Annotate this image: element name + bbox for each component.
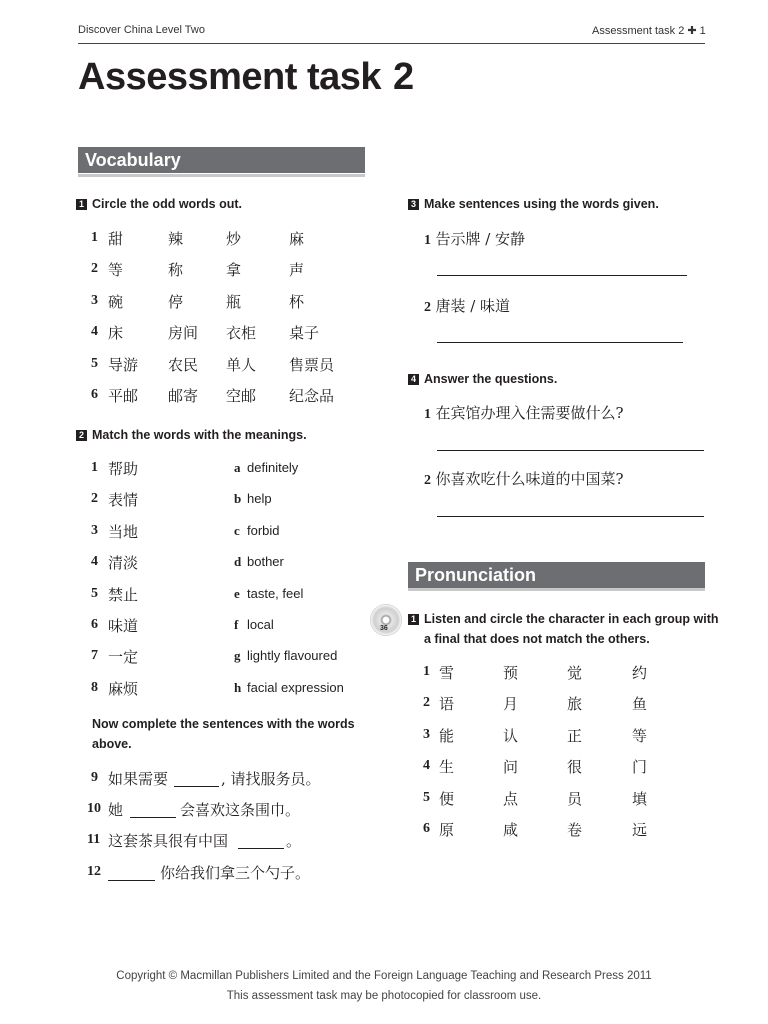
q1-word: 杯 bbox=[289, 292, 305, 311]
q2-chinese-word: 一定 bbox=[108, 648, 139, 667]
audio-track-number: 36 bbox=[380, 625, 388, 632]
q2-letter: f bbox=[234, 617, 239, 632]
q2-letter: b bbox=[234, 491, 242, 507]
header-rule bbox=[78, 43, 705, 44]
q1-word: 房间 bbox=[168, 324, 199, 343]
page-title bbox=[78, 56, 414, 99]
pronunciation-row-number: 4 bbox=[423, 758, 430, 774]
pronunciation-character: 远 bbox=[632, 821, 648, 839]
q1-word: 麻 bbox=[289, 230, 305, 248]
pronunciation-character: 鱼 bbox=[632, 695, 648, 714]
q1-word: 停 bbox=[168, 292, 184, 311]
q1-word: 空邮 bbox=[226, 387, 257, 405]
q1-row-number: 3 bbox=[91, 292, 98, 308]
q1-row-number: 2 bbox=[91, 261, 98, 277]
q2-letter: h bbox=[234, 679, 242, 695]
q3-instruction bbox=[408, 197, 659, 211]
q2-row-number: 3 bbox=[91, 522, 98, 538]
sentence-end: 。 bbox=[286, 832, 302, 850]
q3-item-text: 唐装 / 味道 bbox=[435, 297, 511, 315]
q3-instruction-text: Make sentences using the words given. bbox=[424, 197, 659, 211]
pronunciation-character: 约 bbox=[632, 664, 648, 682]
q2-chinese-word: 帮助 bbox=[108, 460, 139, 478]
vocabulary-heading-underline bbox=[78, 174, 365, 177]
pronunciation-character: 等 bbox=[632, 726, 648, 745]
copyright-notice: Copyright © Macmillan Publishers Limited and the Foreign Language Teaching and Research Press 2011 bbox=[116, 970, 652, 982]
q3-answer-line-2[interactable] bbox=[437, 342, 683, 343]
q2-row-number: 8 bbox=[91, 679, 98, 695]
q2-meaning: facial expression bbox=[247, 679, 344, 695]
q2-meaning: bother bbox=[247, 554, 284, 570]
q3-answer-line-1[interactable] bbox=[437, 275, 687, 276]
q1-row-number: 4 bbox=[91, 324, 98, 340]
sentence-blank[interactable] bbox=[130, 817, 176, 818]
q3-item-2 bbox=[424, 295, 510, 316]
q2-letter: c bbox=[234, 522, 240, 538]
q4-item-text: 在宾馆办理入住需要做什么? bbox=[435, 404, 624, 422]
sentence-start: 如果需要 bbox=[108, 770, 169, 788]
q4-item-number: 1 bbox=[424, 407, 431, 422]
q1-word: 售票员 bbox=[289, 355, 335, 374]
q3-item-1 bbox=[424, 228, 525, 249]
q1-word: 床 bbox=[108, 324, 124, 343]
q2-chinese-word: 麻烦 bbox=[108, 679, 139, 698]
pronunciation-character: 雪 bbox=[439, 664, 455, 682]
pronunciation-row-number: 1 bbox=[423, 664, 430, 679]
vocabulary-heading: Vocabulary bbox=[78, 147, 365, 173]
q2-chinese-word: 清淡 bbox=[108, 554, 139, 573]
q1-row-number: 1 bbox=[91, 230, 98, 245]
q4-item-1 bbox=[424, 402, 624, 423]
q2-row-number: 5 bbox=[91, 585, 98, 601]
q2-meaning: help bbox=[247, 491, 272, 507]
running-header-task-label: Assessment task 2 bbox=[592, 25, 685, 37]
pronunciation-character: 原 bbox=[439, 821, 455, 839]
q1-row-number: 5 bbox=[91, 355, 98, 371]
q3-item-number: 2 bbox=[424, 300, 431, 315]
page-title-number: 2 bbox=[393, 56, 414, 98]
pronunciation-character: 月 bbox=[503, 695, 519, 714]
pronunciation-character: 点 bbox=[503, 789, 519, 808]
pronunciation-character: 生 bbox=[439, 758, 455, 777]
q4-instruction bbox=[408, 372, 557, 386]
q2-meaning: local bbox=[247, 617, 274, 632]
pronunciation-character: 旅 bbox=[567, 695, 583, 714]
q2-meaning: taste, feel bbox=[247, 585, 304, 601]
q4-answer-line-1[interactable] bbox=[437, 450, 704, 451]
q2-letter: e bbox=[234, 585, 240, 601]
q1-word: 瓶 bbox=[226, 292, 242, 311]
pronunciation-character: 便 bbox=[439, 789, 455, 808]
q1-number: 1 bbox=[76, 199, 87, 210]
p1-instruction-line1 bbox=[408, 612, 719, 626]
q2-row-number: 2 bbox=[91, 491, 98, 507]
q2-chinese-word: 表情 bbox=[108, 491, 139, 510]
q1-word: 单人 bbox=[226, 355, 257, 374]
pronunciation-heading-underline bbox=[408, 588, 705, 591]
q2-row-number: 4 bbox=[91, 554, 98, 570]
q3-item-number: 1 bbox=[424, 233, 431, 248]
page-number: 1 bbox=[699, 25, 706, 37]
q4-instruction-text: Answer the questions. bbox=[424, 372, 558, 386]
q2-row-number: 6 bbox=[91, 617, 98, 632]
q2-chinese-word: 味道 bbox=[108, 617, 139, 635]
pronunciation-character: 很 bbox=[567, 758, 583, 777]
q2-chinese-word: 当地 bbox=[108, 522, 139, 541]
pronunciation-character: 语 bbox=[439, 695, 455, 714]
pronunciation-row-number: 2 bbox=[423, 695, 430, 711]
q2-meaning: lightly flavoured bbox=[247, 648, 338, 664]
q3-item-text: 告示牌 / 安静 bbox=[435, 230, 526, 248]
sentence-end: 你给我们拿三个勺子。 bbox=[160, 864, 311, 882]
p1-instruction-line2: a final that does not match the others. bbox=[424, 632, 650, 646]
running-header-title: Discover China Level Two bbox=[78, 24, 205, 36]
pronunciation-character: 咸 bbox=[503, 821, 519, 839]
puzzle-icon: ✚ bbox=[687, 25, 697, 37]
sentence-number: 9 bbox=[91, 770, 98, 785]
pronunciation-character: 觉 bbox=[567, 664, 583, 682]
q4-item-number: 2 bbox=[424, 473, 431, 488]
q2-letter: a bbox=[234, 460, 241, 475]
q1-word: 桌子 bbox=[289, 324, 320, 343]
q1-word: 等 bbox=[108, 261, 124, 280]
pronunciation-row-number: 3 bbox=[423, 726, 430, 742]
page-title-text: Assessment task bbox=[78, 56, 382, 98]
q1-word: 碗 bbox=[108, 292, 124, 311]
q4-number: 4 bbox=[408, 374, 419, 385]
p1-number: 1 bbox=[408, 614, 419, 625]
p1-instruction-text: Listen and circle the character in each group with bbox=[424, 612, 719, 626]
pronunciation-character: 门 bbox=[632, 758, 648, 777]
pronunciation-row-number: 5 bbox=[423, 789, 430, 805]
q2-meaning: forbid bbox=[247, 522, 280, 538]
q4-answer-line-2[interactable] bbox=[437, 516, 704, 517]
q2-chinese-word: 禁止 bbox=[108, 585, 139, 604]
photocopy-notice: This assessment task may be photocopied for classroom use. bbox=[226, 990, 542, 1002]
q2-meaning: definitely bbox=[247, 460, 299, 475]
q1-word: 辣 bbox=[168, 230, 184, 248]
q1-word: 纪念品 bbox=[289, 387, 335, 405]
q2-instruction-text: Match the words with the meanings. bbox=[92, 428, 307, 442]
pronunciation-row-number: 6 bbox=[423, 821, 430, 836]
q1-word: 邮寄 bbox=[168, 387, 199, 405]
q1-word: 甜 bbox=[108, 230, 124, 248]
pronunciation-heading: Pronunciation bbox=[408, 562, 705, 588]
q2-row-number: 1 bbox=[91, 460, 98, 475]
q1-word: 称 bbox=[168, 261, 184, 280]
sentence-end: 会喜欢这条围巾。 bbox=[180, 801, 301, 819]
q2-letter: d bbox=[234, 554, 242, 570]
complete-instruction-line1: Now complete the sentences with the words bbox=[92, 717, 355, 731]
running-header-task bbox=[592, 24, 706, 37]
pronunciation-character: 能 bbox=[439, 726, 455, 745]
sentence-number: 10 bbox=[87, 801, 101, 816]
sentence-number: 11 bbox=[87, 832, 101, 847]
pronunciation-character: 预 bbox=[503, 664, 519, 682]
sentence-end: , 请找服务员。 bbox=[221, 770, 321, 788]
q1-word: 导游 bbox=[108, 355, 139, 374]
q1-word: 平邮 bbox=[108, 387, 139, 405]
q1-word: 衣柜 bbox=[226, 324, 257, 343]
q3-number: 3 bbox=[408, 199, 419, 210]
sentence-blank[interactable] bbox=[238, 848, 284, 849]
q1-word: 炒 bbox=[226, 230, 242, 248]
q1-word: 农民 bbox=[168, 355, 199, 374]
q1-instruction-text: Circle the odd words out. bbox=[92, 197, 243, 211]
q2-letter: g bbox=[234, 648, 241, 664]
complete-instruction-line2: above. bbox=[92, 737, 132, 751]
pronunciation-character: 问 bbox=[503, 758, 519, 777]
q1-row-number: 6 bbox=[91, 387, 98, 402]
sentence-start: 这套茶具很有中国 bbox=[108, 832, 229, 850]
pronunciation-character: 认 bbox=[503, 726, 519, 745]
pronunciation-character: 员 bbox=[567, 789, 583, 808]
pronunciation-character: 正 bbox=[567, 726, 583, 745]
q2-instruction bbox=[76, 428, 307, 442]
q1-word: 声 bbox=[289, 261, 305, 280]
sentence-number: 12 bbox=[87, 864, 101, 879]
pronunciation-character: 卷 bbox=[567, 821, 583, 839]
q2-number: 2 bbox=[76, 430, 87, 441]
q1-instruction bbox=[76, 197, 242, 211]
pronunciation-character: 填 bbox=[632, 789, 648, 808]
sentence-blank[interactable] bbox=[108, 880, 155, 881]
sentence-blank[interactable] bbox=[174, 786, 219, 787]
sentence-start: 她 bbox=[108, 801, 124, 819]
q1-word: 拿 bbox=[226, 261, 242, 280]
q4-item-2 bbox=[424, 468, 624, 489]
q4-item-text: 你喜欢吃什么味道的中国菜? bbox=[435, 470, 624, 488]
q2-row-number: 7 bbox=[91, 648, 98, 664]
